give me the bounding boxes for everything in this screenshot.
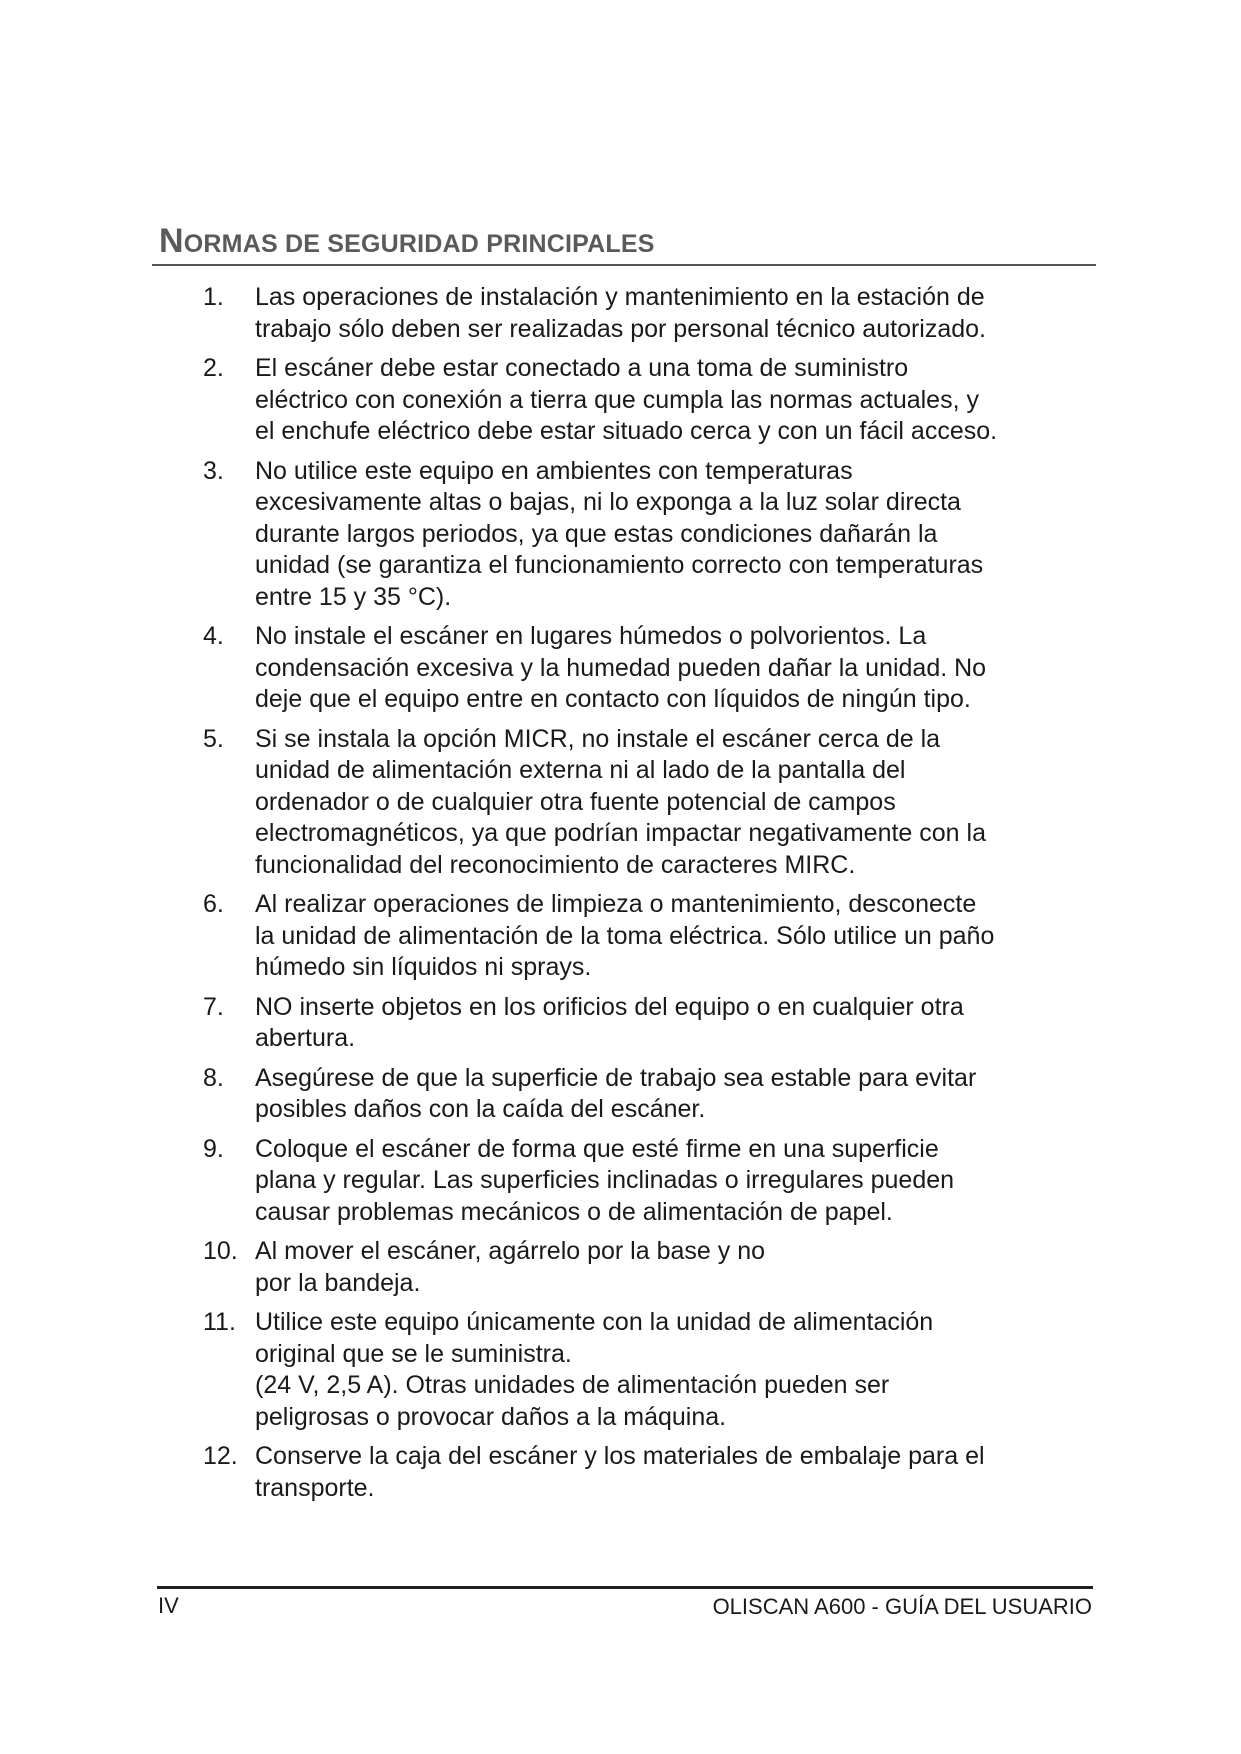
item-line: Utilice este equipo únicamente con la unidad de alimentación: [255, 1308, 934, 1336]
list-item: [203, 724, 1103, 882]
item-number: 4.: [203, 622, 224, 650]
item-number: 9.: [203, 1134, 224, 1163]
item-line: abertura.: [255, 1024, 356, 1052]
item-line: Si se instala la opción MICR, no instale el escáner cerca de la: [255, 724, 941, 753]
item-number: 6.: [203, 890, 224, 918]
safety-rules-list: [203, 282, 1103, 1512]
item-line: por la bandeja.: [255, 1268, 421, 1297]
list-item: [203, 889, 1103, 984]
list-item: [203, 1307, 1103, 1433]
item-number: 5.: [203, 724, 224, 753]
item-number: 7.: [203, 992, 224, 1021]
item-line: entre 15 y 35 °C).: [255, 582, 452, 611]
item-line: El escáner debe estar conectado a una toma de suministro: [255, 354, 909, 382]
item-line: unidad de alimentación externa ni al lado de la pantalla del: [255, 756, 906, 784]
item-line: No utilice este equipo en ambientes con temperaturas: [255, 456, 853, 485]
item-line: plana y regular. Las superficies inclinadas o irregulares pueden: [255, 1166, 955, 1194]
item-line: Asegúrese de que la superficie de trabajo sea estable para evitar: [255, 1063, 977, 1092]
item-line: Al realizar operaciones de limpieza o mantenimiento, desconecte: [255, 890, 977, 918]
item-line: (24 V, 2,5 A). Otras unidades de alimentación pueden ser: [255, 1371, 890, 1399]
item-number: 10.: [203, 1237, 238, 1265]
item-line: causar problemas mecánicos o de alimentación de papel.: [255, 1197, 893, 1226]
heading-rule: [152, 264, 1096, 266]
heading-text: ORMAS DE SEGURIDAD PRINCIPALES: [183, 230, 655, 258]
item-line: electromagnéticos, ya que podrían impactar negativamente con la: [255, 819, 986, 847]
item-line: trabajo sólo deben ser realizadas por personal técnico autorizado.: [255, 314, 987, 343]
item-line: eléctrico con conexión a tierra que cumpla las normas actuales, y: [255, 385, 979, 414]
item-line: transporte.: [255, 1473, 375, 1502]
item-number: 2.: [203, 354, 224, 382]
item-line: No instale el escáner en lugares húmedos o polvorientos. La: [255, 622, 927, 650]
item-line: Al mover el escáner, agárrelo por la base y no: [255, 1237, 765, 1265]
section-heading: [159, 222, 1089, 261]
item-line: ordenador o de cualquier otra fuente potencial de campos: [255, 787, 896, 816]
item-number: 11.: [203, 1308, 236, 1336]
list-item: [203, 456, 1103, 614]
item-line: Las operaciones de instalación y mantenimiento en la estación de: [255, 283, 985, 311]
item-line: original que se le suministra.: [255, 1339, 572, 1368]
list-item: [203, 1063, 1103, 1126]
list-item: [203, 353, 1103, 448]
item-number: 1.: [203, 283, 224, 311]
item-line: el enchufe eléctrico debe estar situado cerca y con un fácil acceso.: [255, 417, 998, 445]
item-line: posibles daños con la caída del escáner.: [255, 1095, 706, 1123]
list-item: [203, 621, 1103, 716]
item-line: Coloque el escáner de forma que esté firme en una superficie: [255, 1134, 939, 1163]
item-number: 12.: [203, 1442, 238, 1470]
footer-rule: [157, 1586, 1093, 1589]
list-item: [203, 992, 1103, 1055]
item-line: deje que el equipo entre en contacto con líquidos de ningún tipo.: [255, 685, 971, 713]
heading-initial: N: [159, 222, 184, 260]
item-line: funcionalidad del reconocimiento de caracteres MIRC.: [255, 850, 856, 879]
item-line: excesivamente altas o bajas, ni lo exponga a la luz solar directa: [255, 488, 961, 516]
item-line: peligrosas o provocar daños a la máquina.: [255, 1402, 727, 1431]
list-item: [203, 1236, 1103, 1299]
page-number: IV: [158, 1593, 179, 1618]
list-item: [203, 1134, 1103, 1229]
item-line: Conserve la caja del escáner y los materiales de embalaje para el: [255, 1442, 985, 1470]
item-line: la unidad de alimentación de la toma eléctrica. Sólo utilice un paño: [255, 921, 995, 950]
item-line: NO inserte objetos en los orificios del equipo o en cualquier otra: [255, 992, 964, 1021]
list-item: [203, 282, 1103, 345]
item-line: durante largos periodos, ya que estas condiciones dañarán la: [255, 519, 938, 548]
item-line: unidad (se garantiza el funcionamiento correcto con temperaturas: [255, 551, 984, 579]
item-number: 8.: [203, 1063, 224, 1092]
item-line: húmedo sin líquidos ni sprays.: [255, 953, 592, 981]
item-number: 3.: [203, 456, 224, 485]
list-item: [203, 1441, 1103, 1504]
footer-title: OLISCAN A600 - GUÍA DEL USUARIO: [712, 1594, 1092, 1619]
item-line: condensación excesiva y la humedad pueden dañar la unidad. No: [255, 653, 987, 682]
